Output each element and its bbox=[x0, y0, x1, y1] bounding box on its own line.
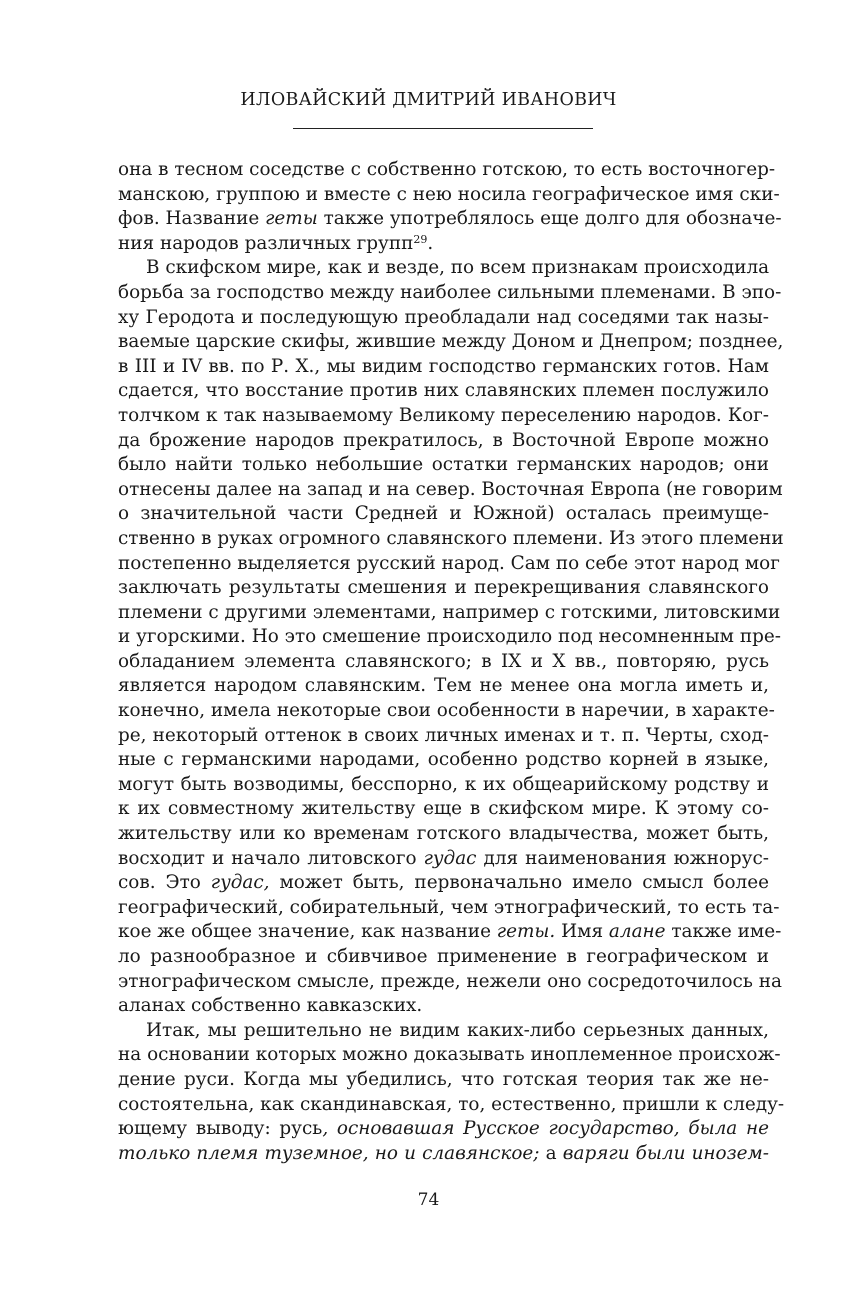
text-span: отнесены далее на запад и на север. Восточная Европа (не говорим bbox=[118, 478, 783, 500]
text-span: может быть, первоначально имело смысл более bbox=[269, 872, 769, 894]
text-span: манскою, группою и вместе с нею носила географическое имя ски- bbox=[118, 183, 780, 205]
text-line bbox=[118, 330, 784, 355]
text-span: ющему выводу: русь bbox=[118, 1118, 323, 1140]
italic-text: геты. bbox=[496, 921, 556, 943]
text-span: а bbox=[539, 1142, 563, 1164]
text-line bbox=[118, 822, 769, 847]
text-line bbox=[118, 552, 780, 577]
italic-text: геты bbox=[265, 208, 318, 230]
text-span: фов. Название bbox=[118, 208, 266, 230]
text-span: да брожение народов прекратилось, в Восточной Европе можно bbox=[118, 429, 769, 451]
text-span: ху Геродота и последующую преобладали над соседями так назы- bbox=[118, 306, 769, 328]
text-line bbox=[118, 1043, 781, 1068]
text-span: к их совместному жительству еще в скифском мире. К этому со- bbox=[118, 798, 769, 820]
text-line bbox=[118, 847, 769, 872]
text-line bbox=[118, 1117, 769, 1142]
text-span: кое же общее значение, как название bbox=[118, 921, 497, 943]
italic-text: , основавшая Русское государство, была не bbox=[322, 1118, 769, 1140]
text-span: ре, некоторый оттенок в своих личных именах и т. п. Черты, сход- bbox=[118, 724, 769, 746]
text-line bbox=[118, 699, 775, 724]
text-span: она в тесном соседстве с собственно готскою, то есть восточногер- bbox=[118, 159, 776, 180]
text-span: состоятельна, как скандинавская, то, естественно, пришли к следу- bbox=[118, 1093, 785, 1115]
text-line bbox=[118, 232, 769, 257]
text-line bbox=[118, 281, 782, 306]
text-line bbox=[118, 502, 769, 527]
text-span: сов. Это bbox=[118, 872, 211, 894]
text-span: ния народов различных групп bbox=[118, 232, 414, 254]
text-span: В скифском мире, как и везде, по всем признакам происходила bbox=[146, 257, 770, 279]
text-line bbox=[118, 355, 769, 380]
text-span: обладанием элемента славянского; в IX и X вв., повторяю, русь bbox=[118, 650, 769, 672]
text-line bbox=[118, 527, 784, 552]
text-span: Итак, мы решительно не видим каких-либо серьезных данных, bbox=[146, 1019, 769, 1041]
text-line bbox=[118, 306, 769, 331]
text-line bbox=[118, 1093, 785, 1118]
text-span: ственно в руках огромного славянского племени. Из этого племени bbox=[118, 527, 784, 549]
text-span: и угорскими. Но это смешение происходило под несомненным пре- bbox=[118, 626, 781, 648]
text-span: было найти только небольшие остатки германских народов; они bbox=[118, 454, 769, 476]
italic-text: гудас, bbox=[210, 872, 270, 894]
text-span: конечно, имела некоторые свои особенности в наречии, в характе- bbox=[118, 700, 775, 722]
text-line bbox=[118, 429, 769, 454]
text-span: этнографическом смысле, прежде, нежели оно сосредоточилось на bbox=[118, 970, 782, 992]
text-span: могут быть возводимы, бесспорно, к их общеарийскому родству и bbox=[118, 773, 769, 795]
text-span: дение руси. Когда мы убедились, что готская теория так же не- bbox=[118, 1068, 769, 1090]
text-line bbox=[118, 970, 782, 995]
text-span: Имя bbox=[555, 921, 609, 943]
text-span: ные с германскими народами, особенно родство корней в языке, bbox=[118, 749, 769, 771]
text-line bbox=[118, 601, 781, 626]
text-line bbox=[118, 404, 769, 429]
text-line bbox=[118, 920, 782, 945]
text-line bbox=[118, 1142, 769, 1167]
text-span: ваемые царские скифы, жившие между Доном и Днепром; позднее, bbox=[118, 331, 784, 353]
text-span: жительству или ко временам готского владычества, может быть, bbox=[118, 823, 769, 845]
text-line bbox=[118, 183, 780, 208]
text-line bbox=[118, 576, 769, 601]
text-line bbox=[118, 773, 769, 798]
text-line bbox=[118, 945, 769, 970]
italic-text: гудас bbox=[423, 847, 477, 869]
text-line bbox=[118, 674, 769, 699]
text-span: о значительной части Средней и Южной) осталась преимуще- bbox=[118, 503, 769, 525]
running-head: ИЛОВАЙСКИЙ ДМИТРИЙ ИВАНОВИЧ bbox=[240, 90, 617, 110]
text-line bbox=[118, 1019, 769, 1044]
page-number: 74 bbox=[417, 1190, 440, 1210]
text-span: толчком к так называемому Великому переселению народов. Ког- bbox=[118, 404, 769, 426]
text-span: заключать результаты смешения и перекрещивания славянского bbox=[118, 577, 769, 599]
text-span: . bbox=[427, 232, 434, 254]
text-span: является народом славянским. Тем не менее она могла иметь и, bbox=[118, 675, 769, 697]
text-line bbox=[118, 896, 780, 921]
text-line bbox=[118, 994, 769, 1019]
text-line bbox=[118, 207, 782, 232]
text-line bbox=[118, 724, 769, 749]
italic-text: алане bbox=[608, 921, 666, 943]
text-span: постепенно выделяется русский народ. Сам по себе этот народ мог bbox=[118, 552, 780, 574]
text-span: в III и IV вв. по Р. Х., мы видим господство германских готов. Нам bbox=[118, 355, 769, 377]
text-line bbox=[118, 256, 769, 281]
body-text bbox=[118, 158, 785, 1166]
text-span: племени с другими элементами, например с готскими, литовскими bbox=[118, 601, 781, 623]
text-span: также име- bbox=[665, 921, 782, 943]
text-span: борьба за господство между наиболее сильными племенами. В эпо- bbox=[118, 281, 782, 303]
text-line bbox=[118, 797, 769, 822]
text-line bbox=[118, 1068, 769, 1093]
text-line bbox=[118, 625, 781, 650]
text-span: ло разнообразное и сбивчивое применение в географическом и bbox=[118, 946, 769, 967]
text-span: аланах собственно кавказских. bbox=[118, 995, 423, 1017]
footnote-ref: 29 bbox=[413, 232, 428, 246]
text-span: восходит и начало литовского bbox=[118, 847, 424, 869]
text-line bbox=[118, 748, 769, 773]
text-line bbox=[118, 478, 783, 503]
text-line bbox=[118, 379, 769, 404]
text-span: географический, собирательный, чем этнографический, то есть та- bbox=[118, 896, 780, 918]
header-rule bbox=[293, 128, 593, 129]
text-line bbox=[118, 871, 769, 896]
text-span: сдается, что восстание против них славянских племен послужило bbox=[118, 380, 769, 402]
text-span: также употреблялось еще долго для обозначе- bbox=[317, 208, 782, 230]
text-line bbox=[118, 650, 769, 675]
italic-text: только племя туземное, но и славянское; bbox=[118, 1142, 540, 1164]
text-span: на основании которых можно доказывать иноплеменное происхож- bbox=[118, 1044, 781, 1066]
text-line bbox=[118, 453, 769, 478]
text-line bbox=[118, 158, 776, 183]
italic-text: варяги были инозем- bbox=[562, 1142, 769, 1164]
text-span: для наименования южнорус- bbox=[476, 847, 770, 869]
